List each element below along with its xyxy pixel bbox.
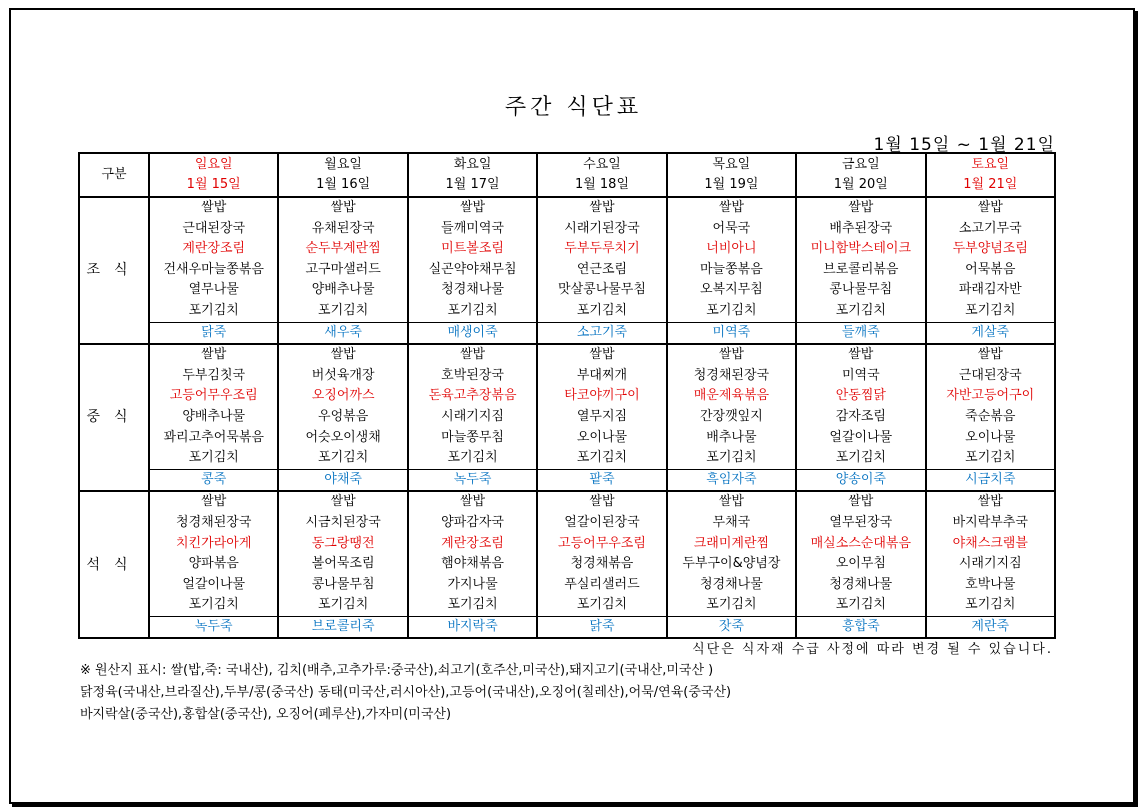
menu-item: 포기김치	[278, 301, 407, 322]
weekly-menu-table	[78, 152, 1056, 639]
day-name: 금요일	[841, 157, 880, 172]
menu-item: 마늘쫑볶음	[667, 260, 796, 281]
menu-item: 쌀밥	[149, 344, 278, 366]
menu-item: 쌀밥	[278, 197, 407, 219]
menu-item: 고등어무우조림	[149, 386, 278, 407]
menu-item: 브로콜리볶음	[796, 260, 925, 281]
porridge-item: 미역죽	[667, 322, 796, 344]
meal-label-text: 조식	[86, 262, 142, 279]
menu-item: 포기김치	[537, 301, 666, 322]
menu-item: 양배추나물	[278, 280, 407, 301]
day-name: 토요일	[971, 157, 1010, 172]
porridge-item: 브로콜리죽	[278, 616, 407, 638]
menu-item: 근대된장국	[149, 219, 278, 240]
menu-item: 매운제육볶음	[667, 386, 796, 407]
porridge-item: 잣죽	[667, 616, 796, 638]
menu-item: 볼어묵조림	[278, 554, 407, 575]
menu-item: 청경채나물	[408, 280, 537, 301]
menu-item: 청경채나물	[796, 575, 925, 596]
menu-item: 포기김치	[278, 448, 407, 469]
menu-item: 포기김치	[926, 448, 1055, 469]
menu-item: 호박나물	[926, 575, 1055, 596]
meal-label	[79, 491, 149, 638]
porridge-item: 양송이죽	[796, 469, 925, 491]
menu-item: 포기김치	[408, 448, 537, 469]
menu-item: 열무지짐	[537, 407, 666, 428]
menu-item: 포기김치	[926, 301, 1055, 322]
day-name: 목요일	[712, 157, 751, 172]
meal-label-text: 중식	[86, 409, 142, 426]
menu-item: 포기김치	[537, 448, 666, 469]
menu-item: 포기김치	[149, 301, 278, 322]
menu-item: 감자조림	[796, 407, 925, 428]
menu-item: 근대된장국	[926, 366, 1055, 387]
porridge-item: 계란죽	[926, 616, 1055, 638]
menu-item: 매실소스순대볶음	[796, 534, 925, 555]
porridge-item: 녹두죽	[408, 469, 537, 491]
day-name: 수요일	[583, 157, 621, 172]
porridge-item: 바지락죽	[408, 616, 537, 638]
menu-item: 바지락부추국	[926, 513, 1055, 534]
menu-item: 푸실리샐러드	[537, 575, 666, 596]
menu-item: 콩나물무침	[278, 575, 407, 596]
menu-item: 어묵국	[667, 219, 796, 240]
change-notice: 식단은 식자재 수급 사정에 따라 변경 될 수 있습니다.	[692, 642, 1053, 657]
menu-item: 간장깻잎지	[667, 407, 796, 428]
menu-item: 쌀밥	[149, 197, 278, 219]
menu-item: 치킨가라아게	[149, 534, 278, 555]
menu-item: 시래기된장국	[537, 219, 666, 240]
menu-item: 동그랑땡전	[278, 534, 407, 555]
menu-item: 소고기무국	[926, 219, 1055, 240]
menu-item: 오징어까스	[278, 386, 407, 407]
day-date: 1월 16일	[316, 177, 371, 192]
day-date: 1월 19일	[704, 177, 759, 192]
menu-item: 시래기지짐	[926, 554, 1055, 575]
menu-item: 포기김치	[796, 448, 925, 469]
porridge-item: 닭죽	[149, 322, 278, 344]
menu-item: 고등어무우조림	[537, 534, 666, 555]
menu-item: 마늘쫑무침	[408, 428, 537, 449]
menu-item: 쌀밥	[667, 491, 796, 513]
menu-item: 오복지무침	[667, 280, 796, 301]
menu-item: 포기김치	[537, 595, 666, 616]
menu-item: 돈육고추장볶음	[408, 386, 537, 407]
menu-item: 쌀밥	[667, 197, 796, 219]
menu-item: 오이나물	[926, 428, 1055, 449]
menu-item: 미니함박스테이크	[796, 239, 925, 260]
day-header	[537, 153, 666, 197]
menu-item: 포기김치	[149, 595, 278, 616]
menu-item: 어슷오이생채	[278, 428, 407, 449]
day-name: 화요일	[453, 157, 492, 172]
origin-line: 바지락살(중국산),홍합살(중국산), 오징어(페루산),가자미(미국산)	[80, 707, 452, 722]
day-date: 1월 17일	[445, 177, 500, 192]
menu-item: 시금치된장국	[278, 513, 407, 534]
menu-item: 청경채된장국	[149, 513, 278, 534]
menu-item: 자반고등어구이	[926, 386, 1055, 407]
menu-item: 쌀밥	[926, 491, 1055, 513]
menu-item: 쌀밥	[149, 491, 278, 513]
menu-item: 고구마샐러드	[278, 260, 407, 281]
menu-item: 미트볼조림	[408, 239, 537, 260]
menu-item: 야채스크램블	[926, 534, 1055, 555]
menu-item: 배추된장국	[796, 219, 925, 240]
porridge-item: 흥합죽	[796, 616, 925, 638]
porridge-item: 매생이죽	[408, 322, 537, 344]
menu-item: 열무된장국	[796, 513, 925, 534]
menu-item: 쌀밥	[926, 344, 1055, 366]
day-date: 1월 18일	[574, 177, 629, 192]
menu-item: 얼갈이나물	[149, 575, 278, 596]
menu-item: 얼갈이된장국	[537, 513, 666, 534]
day-header	[278, 153, 407, 197]
date-range: 1월 15일 ~ 1월 21일	[873, 135, 1055, 155]
menu-item: 죽순볶음	[926, 407, 1055, 428]
porridge-item: 야채죽	[278, 469, 407, 491]
menu-item: 포기김치	[278, 595, 407, 616]
menu-item: 미역국	[796, 366, 925, 387]
menu-item: 우엉볶음	[278, 407, 407, 428]
menu-item: 실곤약야채무침	[408, 260, 537, 281]
menu-item: 쌀밥	[537, 197, 666, 219]
meal-label	[79, 197, 149, 344]
menu-item: 쌀밥	[408, 491, 537, 513]
menu-item: 연근조림	[537, 260, 666, 281]
menu-item: 얼갈이나물	[796, 428, 925, 449]
menu-item: 포기김치	[667, 595, 796, 616]
menu-item: 건새우마늘쫑볶음	[149, 260, 278, 281]
menu-item: 포기김치	[408, 301, 537, 322]
menu-item: 오이무침	[796, 554, 925, 575]
corner-cell: 구분	[79, 153, 149, 197]
menu-item: 햄야채볶음	[408, 554, 537, 575]
day-header	[667, 153, 796, 197]
day-date: 1월 15일	[186, 177, 241, 192]
day-header	[149, 153, 278, 197]
meal-label-text: 석식	[86, 556, 142, 573]
menu-item: 포기김치	[667, 448, 796, 469]
menu-item: 버섯육개장	[278, 366, 407, 387]
porridge-item: 흑임자죽	[667, 469, 796, 491]
day-date: 1월 21일	[963, 177, 1018, 192]
porridge-item: 닭죽	[537, 616, 666, 638]
menu-item: 포기김치	[408, 595, 537, 616]
menu-item: 부대찌개	[537, 366, 666, 387]
origin-notice	[80, 660, 731, 726]
menu-item: 안동찜닭	[796, 386, 925, 407]
day-name: 월요일	[324, 157, 362, 172]
menu-item: 두부구이&양념장	[667, 554, 796, 575]
origin-line: ※ 원산지 표시: 쌀(밥,죽: 국내산), 김치(배추,고추가루:중국산),쇠고기(호주산,미국산),돼지고기(국내산,미국산 )	[80, 663, 714, 678]
menu-item: 너비아니	[667, 239, 796, 260]
menu-item: 가지나물	[408, 575, 537, 596]
menu-item: 쌀밥	[408, 344, 537, 366]
day-header	[796, 153, 925, 197]
menu-item: 들깨미역국	[408, 219, 537, 240]
menu-item: 양배추나물	[149, 407, 278, 428]
menu-item: 청경채볶음	[537, 554, 666, 575]
menu-item: 양파볶음	[149, 554, 278, 575]
menu-item: 청경채된장국	[667, 366, 796, 387]
day-date: 1월 20일	[833, 177, 888, 192]
menu-item: 양파감자국	[408, 513, 537, 534]
menu-item: 유채된장국	[278, 219, 407, 240]
menu-item: 청경채나물	[667, 575, 796, 596]
meal-label	[79, 344, 149, 491]
porridge-item: 게살죽	[926, 322, 1055, 344]
origin-line: 닭정육(국내산,브라질산),두부/콩(중국산) 동태(미국산,러시아산),고등어(국내산),오징어(칠레산),어묵/연육(중국산)	[80, 685, 732, 700]
porridge-item: 새우죽	[278, 322, 407, 344]
menu-item: 오이나물	[537, 428, 666, 449]
menu-item: 쌀밥	[537, 344, 666, 366]
menu-item: 크래미계란찜	[667, 534, 796, 555]
menu-item: 두부김칫국	[149, 366, 278, 387]
menu-item: 배추나물	[667, 428, 796, 449]
menu-item: 포기김치	[796, 595, 925, 616]
menu-item: 어묵볶음	[926, 260, 1055, 281]
menu-item: 순두부계란찜	[278, 239, 407, 260]
menu-item: 포기김치	[667, 301, 796, 322]
menu-item: 쌀밥	[278, 491, 407, 513]
menu-item: 호박된장국	[408, 366, 537, 387]
porridge-item: 들깨죽	[796, 322, 925, 344]
porridge-item: 팥죽	[537, 469, 666, 491]
page-title: 주간 식단표	[504, 95, 643, 120]
porridge-item: 시금치죽	[926, 469, 1055, 491]
day-name: 일요일	[194, 157, 233, 172]
day-header	[926, 153, 1055, 197]
menu-item: 쌀밥	[278, 344, 407, 366]
menu-item: 꽈리고추어묵볶음	[149, 428, 278, 449]
menu-item: 포기김치	[149, 448, 278, 469]
menu-item: 계란장조림	[149, 239, 278, 260]
menu-item: 쌀밥	[796, 344, 925, 366]
menu-item: 열무나물	[149, 280, 278, 301]
menu-item: 쌀밥	[408, 197, 537, 219]
day-header	[408, 153, 537, 197]
menu-item: 쌀밥	[796, 197, 925, 219]
menu-item: 쌀밥	[796, 491, 925, 513]
menu-item: 계란장조림	[408, 534, 537, 555]
porridge-item: 소고기죽	[537, 322, 666, 344]
menu-item: 무채국	[667, 513, 796, 534]
menu-item: 포기김치	[796, 301, 925, 322]
menu-item: 파래김자반	[926, 280, 1055, 301]
menu-item: 두부두루치기	[537, 239, 666, 260]
menu-item: 두부양념조림	[926, 239, 1055, 260]
menu-item: 포기김치	[926, 595, 1055, 616]
menu-item: 쌀밥	[537, 491, 666, 513]
menu-item: 시래기지짐	[408, 407, 537, 428]
porridge-item: 콩죽	[149, 469, 278, 491]
menu-item: 쌀밥	[667, 344, 796, 366]
porridge-item: 녹두죽	[149, 616, 278, 638]
menu-item: 콩나물무침	[796, 280, 925, 301]
menu-item: 쌀밥	[926, 197, 1055, 219]
menu-item: 타코야끼구이	[537, 386, 666, 407]
menu-item: 맛살콩나물무침	[537, 280, 666, 301]
